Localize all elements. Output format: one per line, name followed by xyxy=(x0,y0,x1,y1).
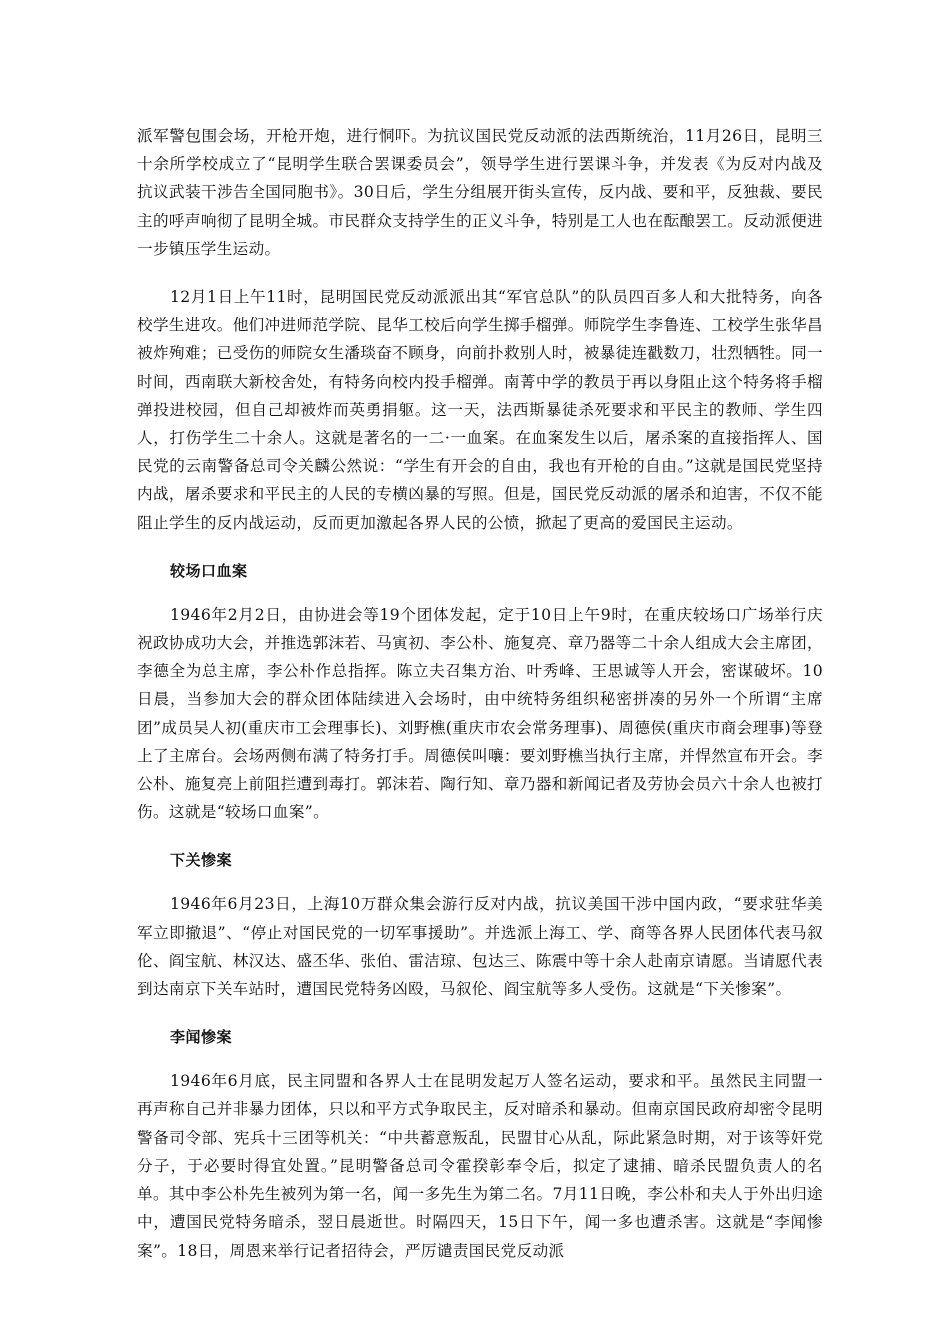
paragraph-jiaochangkou: 1946年2月2日，由协进会等19个团体发起，定于10日上午9时，在重庆较场口广场举行庆祝政协成功大会，并推选郭沫若、马寅初、李公朴、施复亮、章乃器等二十余人组成大会主席团，李德全为总主席，李公朴作总指挥。陈立夫召集方治、叶秀峰、王思诚等人开会，密谋破坏。10日晨，当参加大会的群众团体陆续进入会场时，由中统特务组织秘密拼凑的另外一个所谓“主席团”成员吴人初(重庆市工会理事长)、刘野樵(重庆市农会常务理事)、周德侯(重庆市商会理事)等登上了主席台。会场两侧布满了特务打手。周德侯叫嚷：要刘野樵当执行主席，并悍然宣布开会。李公朴、施复亮上前阻拦遭到毒打。郭沫若、陶行知、章乃器和新闻记者及劳协会员六十余人也被打伤。这就是“较场口血案”。 xyxy=(137,605,823,822)
section-heading-xiaguan: 下关惨案 xyxy=(170,851,233,870)
document-page xyxy=(137,122,823,1265)
paragraph-xiaguan: 1946年6月23日，上海10万群众集会游行反对内战，抗议美国干涉中国内政，“要求驻华美军立即撤退”、“停止对国民党的一切军事援助”。并选派上海工、学、商等各界人民团体代表马叙伦、阎宝航、林汉达、盛丕华、张伯、雷洁琼、包达三、陈震中等十余人赴南京请愿。当请愿代表到达南京下关车站时，遭国民党特务凶殴，马叙伦、阎宝航等多人受伤。这就是“下关惨案”。 xyxy=(137,895,823,999)
paragraph-li-wen: 1946年6月底，民主同盟和各界人士在昆明发起万人签名运动，要求和平。虽然民主同盟一再声称自己并非暴力团体，只以和平方式争取民主，反对暗杀和暴动。但南京国民政府却密令昆明警备司令部、宪兵十三团等机关：“中共蓄意叛乱，民盟甘心从乱，际此紧急时期，对于该等奸党分子，于必要时得宜处置。”昆明警备总司令霍揆彰奉令后，拟定了逮捕、暗杀民盟负责人的名单。其中李公朴先生被列为第一名，闻一多先生为第二名。7月11日晚，李公朴和夫人于外出归途中，遭国民党特务暗杀，翌日晨逝世。时隔四天，15日下午，闻一多也遭杀害。这就是“李闻惨案”。18日，周恩来举行记者招待会，严厉谴责国民党反动派 xyxy=(137,1072,823,1260)
paragraph-december-first-massacre: 12月1日上午11时，昆明国民党反动派派出其“军官总队”的队员四百多人和大批特务，向各校学生进攻。他们冲进师范学院、昆华工校后向学生掷手榴弹。师院学生李鲁连、工校学生张华昌被炸殉难；已受伤的师院女生潘琰奋不顾身，向前扑救别人时，被暴徒连戳数刀，壮烈牺牲。同一时间，西南联大新校舍处，有特务向校内投手榴弹。南菁中学的教员于再以身阻止这个特务将手榴弹投进校园，但自己却被炸而英勇捐躯。这一天，法西斯暴徒杀死要求和平民主的教师、学生四人，打伤学生二十余人。这就是著名的一二·一血案。在血案发生以后，屠杀案的直接指挥人、国民党的云南警备总司令关麟公然说：“学生有开会的自由，我也有开枪的自由。”这就是国民党坚持内战，屠杀要求和平民主的人民的专横凶暴的写照。但是，国民党反动派的屠杀和迫害，不仅不能阻止学生的反内战运动，反而更加激起各界人民的公愤，掀起了更高的爱国民主运动。 xyxy=(137,288,823,532)
section-heading-jiaochangkou: 较场口血案 xyxy=(170,561,248,580)
section-heading-li-wen: 李闻惨案 xyxy=(170,1028,233,1047)
paragraph-kunming-strike: 派军警包围会场，开枪开炮，进行恫吓。为抗议国民党反动派的法西斯统治，11月26日，昆明三十余所学校成立了“昆明学生联合罢课委员会”，领导学生进行罢课斗争，并发表《为反对内战及抗议武装干涉告全国同胞书》。30日后，学生分组展开街头宣传，反内战、要和平，反独裁、要民主的呼声响彻了昆明全城。市民群众支持学生的正义斗争，特别是工人也在酝酿罢工。反动派便进一步镇压学生运动。 xyxy=(137,127,823,258)
